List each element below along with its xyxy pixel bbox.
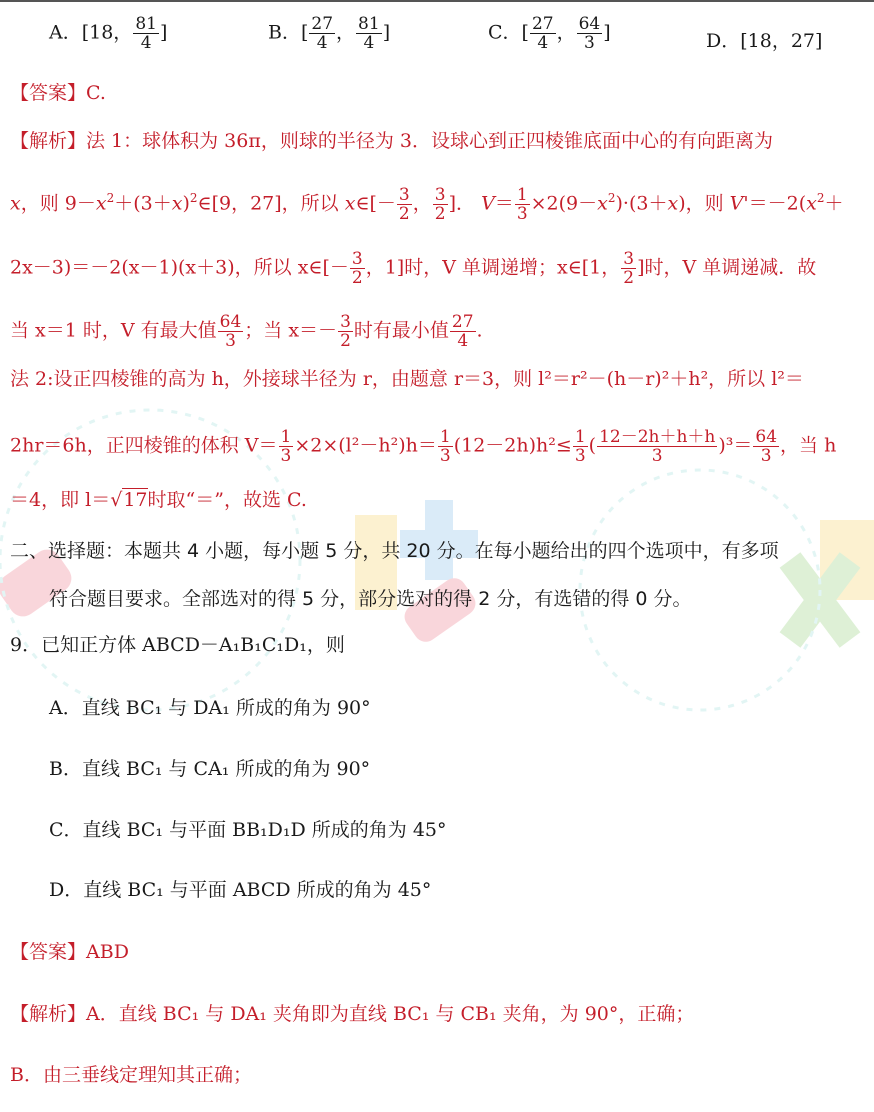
top-rule	[0, 0, 874, 2]
option-a-prev: A．[18， $\frac{81}{4}$ ]	[49, 14, 168, 53]
q9-option-a: A．直线 BC₁ 与 DA₁ 所成的角为 90°	[49, 697, 371, 719]
answer-prev: 【答案】C.	[10, 82, 106, 104]
option-c-prev: C．[ $\frac{27}{4}$ ， $\frac{64}{3}$ ]	[488, 14, 611, 53]
analysis-9-b: B．由三垂线定理知其正确；	[10, 1064, 252, 1086]
option-d-prev: D．[18，27]	[706, 30, 823, 52]
q9-option-c: C．直线 BC₁ 与平面 BB₁D₁D 所成的角为 45°	[49, 819, 447, 841]
q9-option-b: B．直线 BC₁ 与 CA₁ 所成的角为 90°	[49, 758, 371, 780]
analysis-9-a: 【解析】A．直线 BC₁ 与 DA₁ 夹角即为直线 BC₁ 与 CB₁ 夹角，为 90°，正确；	[10, 1003, 695, 1025]
analysis-prev-line3: 2x－3)＝－2(x－1)(x＋3)，所以 x∈[－ $\frac{3}{2}$ ，1]时，V 单调递增；x∈[1， $\frac{3}{2}$ ]时，V 单调递减．故	[10, 249, 817, 288]
analysis-prev-line2: x，则 $9-x^2+(3+x)^2\in[9$，27]，所以 x∈[－ $\frac{3}{2}$ ， $\frac{3}{2}$ ]． V＝ $\frac{1}{3}$ $\times 2(9-x^2)\cdot(3+x)$，则 $V'=-2(x^2+$	[10, 184, 844, 224]
analysis-prev-line5: 法 2:设正四棱锥的高为 h，外接球半径为 r，由题意 r＝3，则 l²＝r²－(h－r)²＋h²，所以 l²＝	[10, 368, 804, 390]
analysis-prev-line1: 【解析】法 1：球体积为 36π，则球的半径为 3．设球心到正四棱锥底面中心的有向距离为	[10, 130, 773, 152]
analysis-prev-line7: ＝4，即 l＝√17时取“＝”，故选 C.	[10, 489, 307, 511]
section-2-title: 二、选择题：本题共 4 小题，每小题 5 分，共 20 分。在每小题给出的四个选项中，有多项	[10, 540, 779, 562]
q9-stem: 9．已知正方体 ABCD－A₁B₁C₁D₁，则	[10, 634, 345, 656]
analysis-prev-line6: 2hr＝6h，正四棱锥的体积 V＝ $\frac{1}{3}$ ×2×(l²－h²)h＝ $\frac{1}{3}$ (12－2h)h²≤ $\frac{1}{3}$ ( $\frac{12-2h+h+h}{3}$ )³＝ $\frac{64}{3}$ ，当 h	[10, 427, 837, 466]
option-b-prev: B．[ $\frac{27}{4}$ ， $\frac{81}{4}$ ]	[268, 14, 391, 53]
analysis-prev-line4: 当 x＝1 时，V 有最大值 $\frac{64}{3}$ ；当 x＝－ $\frac{3}{2}$ 时有最小值 $\frac{27}{4}$ .	[10, 312, 483, 351]
q9-option-d: D．直线 BC₁ 与平面 ABCD 所成的角为 45°	[49, 879, 432, 901]
answer-9: 【答案】ABD	[10, 941, 129, 963]
section-2-cont: 符合题目要求。全部选对的得 5 分，部分选对的得 2 分，有选错的得 0 分。	[49, 588, 692, 610]
